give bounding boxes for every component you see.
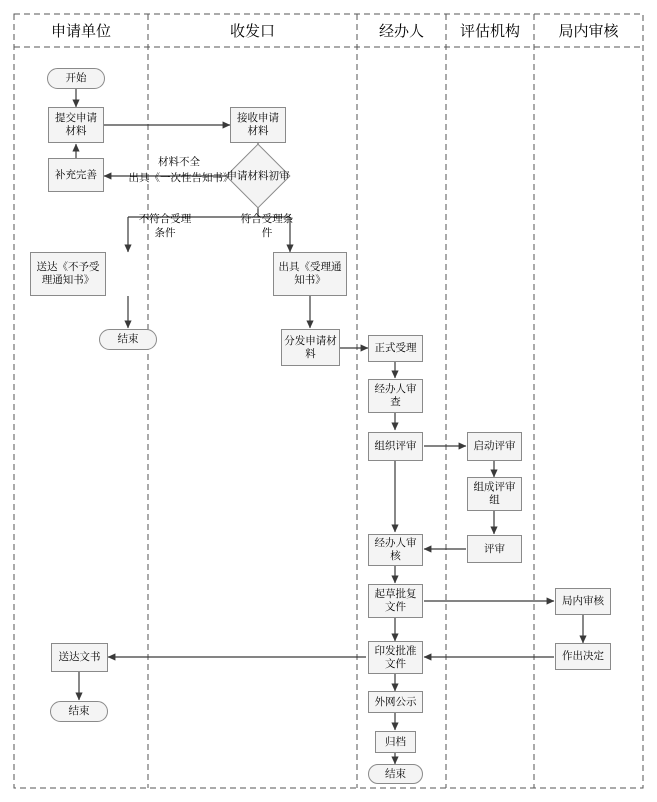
formal-accept-node[interactable]: 正式受理	[368, 335, 423, 362]
end-node-2[interactable]: 结束	[50, 701, 108, 722]
review-node[interactable]: 评审	[467, 535, 522, 563]
end-node-1[interactable]: 结束	[99, 329, 157, 350]
lane-title-bureau: 局内审核	[558, 22, 619, 40]
issue-approval-node[interactable]: 印发批准文件	[368, 641, 423, 674]
organize-review-node[interactable]: 组织评审	[368, 432, 423, 461]
submit-materials-node[interactable]: 提交申请材料	[48, 107, 104, 143]
bureau-audit-node[interactable]: 局内审核	[555, 588, 611, 615]
draft-reply-node[interactable]: 起草批复文件	[368, 584, 423, 618]
lane-title-applicant: 申请单位	[50, 22, 111, 40]
handler-check-node[interactable]: 经办人审查	[368, 379, 423, 413]
edge-label-meet: 符合受理条件	[240, 213, 294, 239]
supplement-node[interactable]: 补充完善	[48, 158, 104, 192]
edge-label-incomplete: 材料不全	[158, 156, 200, 168]
lane-title-assessor: 评估机构	[459, 22, 520, 40]
lane-title-handler: 经办人	[378, 22, 424, 40]
deliver-reject-node[interactable]: 送达《不予受理通知书》	[30, 252, 106, 296]
first-review-decision-label: 申请材料初审	[226, 170, 290, 182]
receive-materials-node[interactable]: 接收申请材料	[230, 107, 286, 143]
lane-title-mailroom: 收发口	[229, 22, 275, 40]
public-notice-node[interactable]: 外网公示	[368, 691, 423, 713]
edge-label-one-time-notice: 出具《一次性告知书》	[128, 172, 234, 184]
archive-node[interactable]: 归档	[375, 731, 416, 753]
handler-audit-node[interactable]: 经办人审核	[368, 534, 423, 566]
issue-accept-node[interactable]: 出具《受理通知书》	[273, 252, 347, 296]
deliver-document-node[interactable]: 送达文书	[51, 643, 108, 672]
start-review-node[interactable]: 启动评审	[467, 432, 522, 461]
end-node-3[interactable]: 结束	[368, 764, 423, 784]
edge-label-not-meet: 不符合受理条件	[138, 213, 192, 239]
make-decision-node[interactable]: 作出决定	[555, 643, 611, 670]
start-node[interactable]: 开始	[47, 68, 105, 89]
form-review-group-node[interactable]: 组成评审组	[467, 477, 522, 511]
distribute-materials-node[interactable]: 分发申请材料	[281, 329, 340, 366]
